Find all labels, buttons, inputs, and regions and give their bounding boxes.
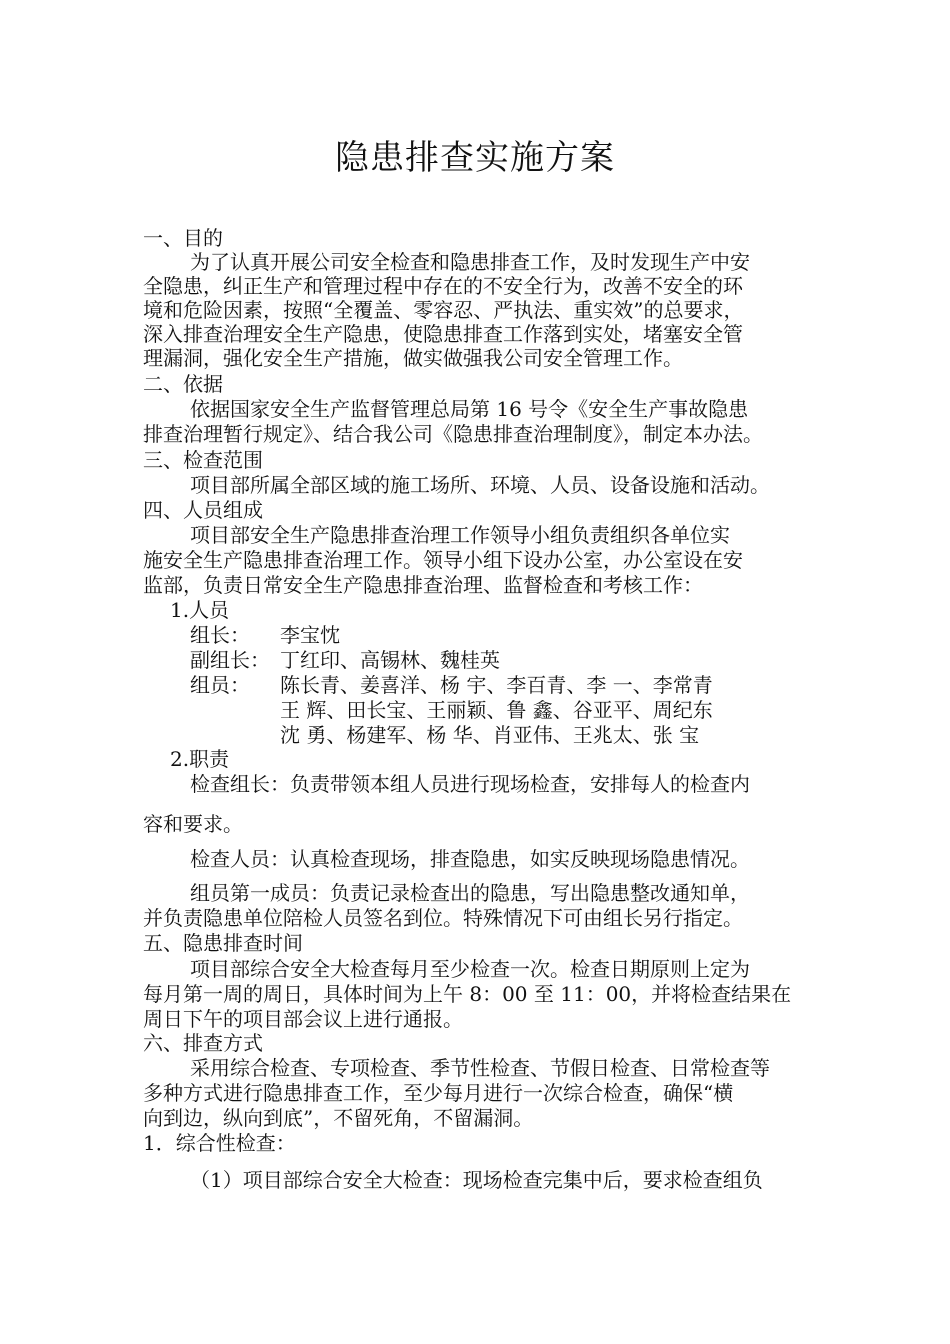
leader-value: 李宝忱: [280, 623, 340, 647]
deputy-label: 副组长：: [190, 648, 270, 672]
paragraph-line: 项目部安全生产隐患排查治理工作领导小组负责组织各单位实: [190, 523, 730, 547]
document-title: 隐患排查实施方案: [335, 138, 615, 178]
paragraph-line: 监部，负责日常安全生产隐患排查治理、监督检查和考核工作：: [143, 573, 703, 597]
members-row: [190, 673, 713, 697]
paragraph-line: 为了认真开展公司安全检查和隐患排查工作，及时发现生产中安: [190, 250, 750, 274]
paragraph-line: 多种方式进行隐患排查工作，至少每月进行一次综合检查，确保“横: [143, 1081, 734, 1105]
subheading-comprehensive: 1．综合性检查：: [143, 1131, 296, 1155]
paragraph-line: 深入排查治理安全生产隐患，使隐患排查工作落到实处，堵塞安全管: [143, 322, 743, 346]
section-heading-purpose: 一、目的: [143, 226, 223, 250]
section-heading-scope: 三、检查范围: [143, 448, 263, 472]
subheading-personnel: 1.人员: [170, 598, 230, 622]
paragraph-line: 全隐患，纠正生产和管理过程中存在的不安全行为，改善不安全的环: [143, 274, 743, 298]
section-heading-basis: 二、依据: [143, 372, 223, 396]
deputy-row: [190, 648, 500, 672]
paragraph-line: 项目部所属全部区域的施工场所、环境、人员、设备设施和活动。: [190, 473, 770, 497]
paragraph-line: 周日下午的项目部会议上进行通报。: [143, 1007, 463, 1031]
paragraph-line: 每月第一周的周日，具体时间为上午 8：00 至 11：00，并将检查结果在: [143, 982, 792, 1006]
members-line: 陈长青、姜喜洋、杨 宇、李百青、李 一、李常青: [280, 673, 713, 697]
subheading-duties: 2.职责: [170, 747, 230, 771]
section-heading-time: 五、隐患排查时间: [143, 931, 303, 955]
members-line: 王 辉、田长宝、王丽颖、鲁 鑫、谷亚平、周纪东: [280, 698, 713, 722]
paragraph-line: 并负责隐患单位陪检人员签名到位。特殊情况下可由组长另行指定。: [143, 906, 743, 930]
paragraph-line: 向到边，纵向到底”，不留死角，不留漏洞。: [143, 1106, 534, 1130]
paragraph-line: 理漏洞，强化安全生产措施，做实做强我公司安全管理工作。: [143, 346, 683, 370]
deputy-value: 丁红印、高锡林、魏桂英: [280, 648, 500, 672]
section-heading-personnel: 四、人员组成: [143, 498, 263, 522]
paragraph-line: 采用综合检查、专项检查、季节性检查、节假日检查、日常检查等: [190, 1056, 770, 1080]
paragraph-line: 排查治理暂行规定》、结合我公司《隐患排查治理制度》，制定本办法。: [143, 422, 763, 446]
members-label: 组员：: [190, 673, 250, 697]
paragraph-line: 检查人员：认真检查现场，排查隐患，如实反映现场隐患情况。: [190, 847, 750, 871]
section-heading-method: 六、排查方式: [143, 1031, 263, 1055]
paragraph-line: 检查组长：负责带领本组人员进行现场检查，安排每人的检查内: [190, 772, 750, 796]
paragraph-line: 境和危险因素，按照“全覆盖、零容忍、严执法、重实效”的总要求，: [143, 298, 744, 322]
paragraph-line: 依据国家安全生产监督管理总局第 16 号令《安全生产事故隐患: [190, 397, 749, 421]
paragraph-line: 容和要求。: [143, 812, 243, 836]
leader-row: [190, 623, 340, 647]
paragraph-line: 组员第一成员：负责记录检查出的隐患，写出隐患整改通知单，: [190, 881, 750, 905]
paragraph-line: 项目部综合安全大检查每月至少检查一次。检查日期原则上定为: [190, 957, 750, 981]
paragraph-line: （1）项目部综合安全大检查：现场检查完集中后，要求检查组负: [190, 1168, 763, 1192]
leader-label: 组长：: [190, 623, 250, 647]
paragraph-line: 施安全生产隐患排查治理工作。领导小组下设办公室，办公室设在安: [143, 548, 743, 572]
members-line: 沈 勇、杨建军、杨 华、肖亚伟、王兆太、张 宝: [280, 723, 700, 747]
